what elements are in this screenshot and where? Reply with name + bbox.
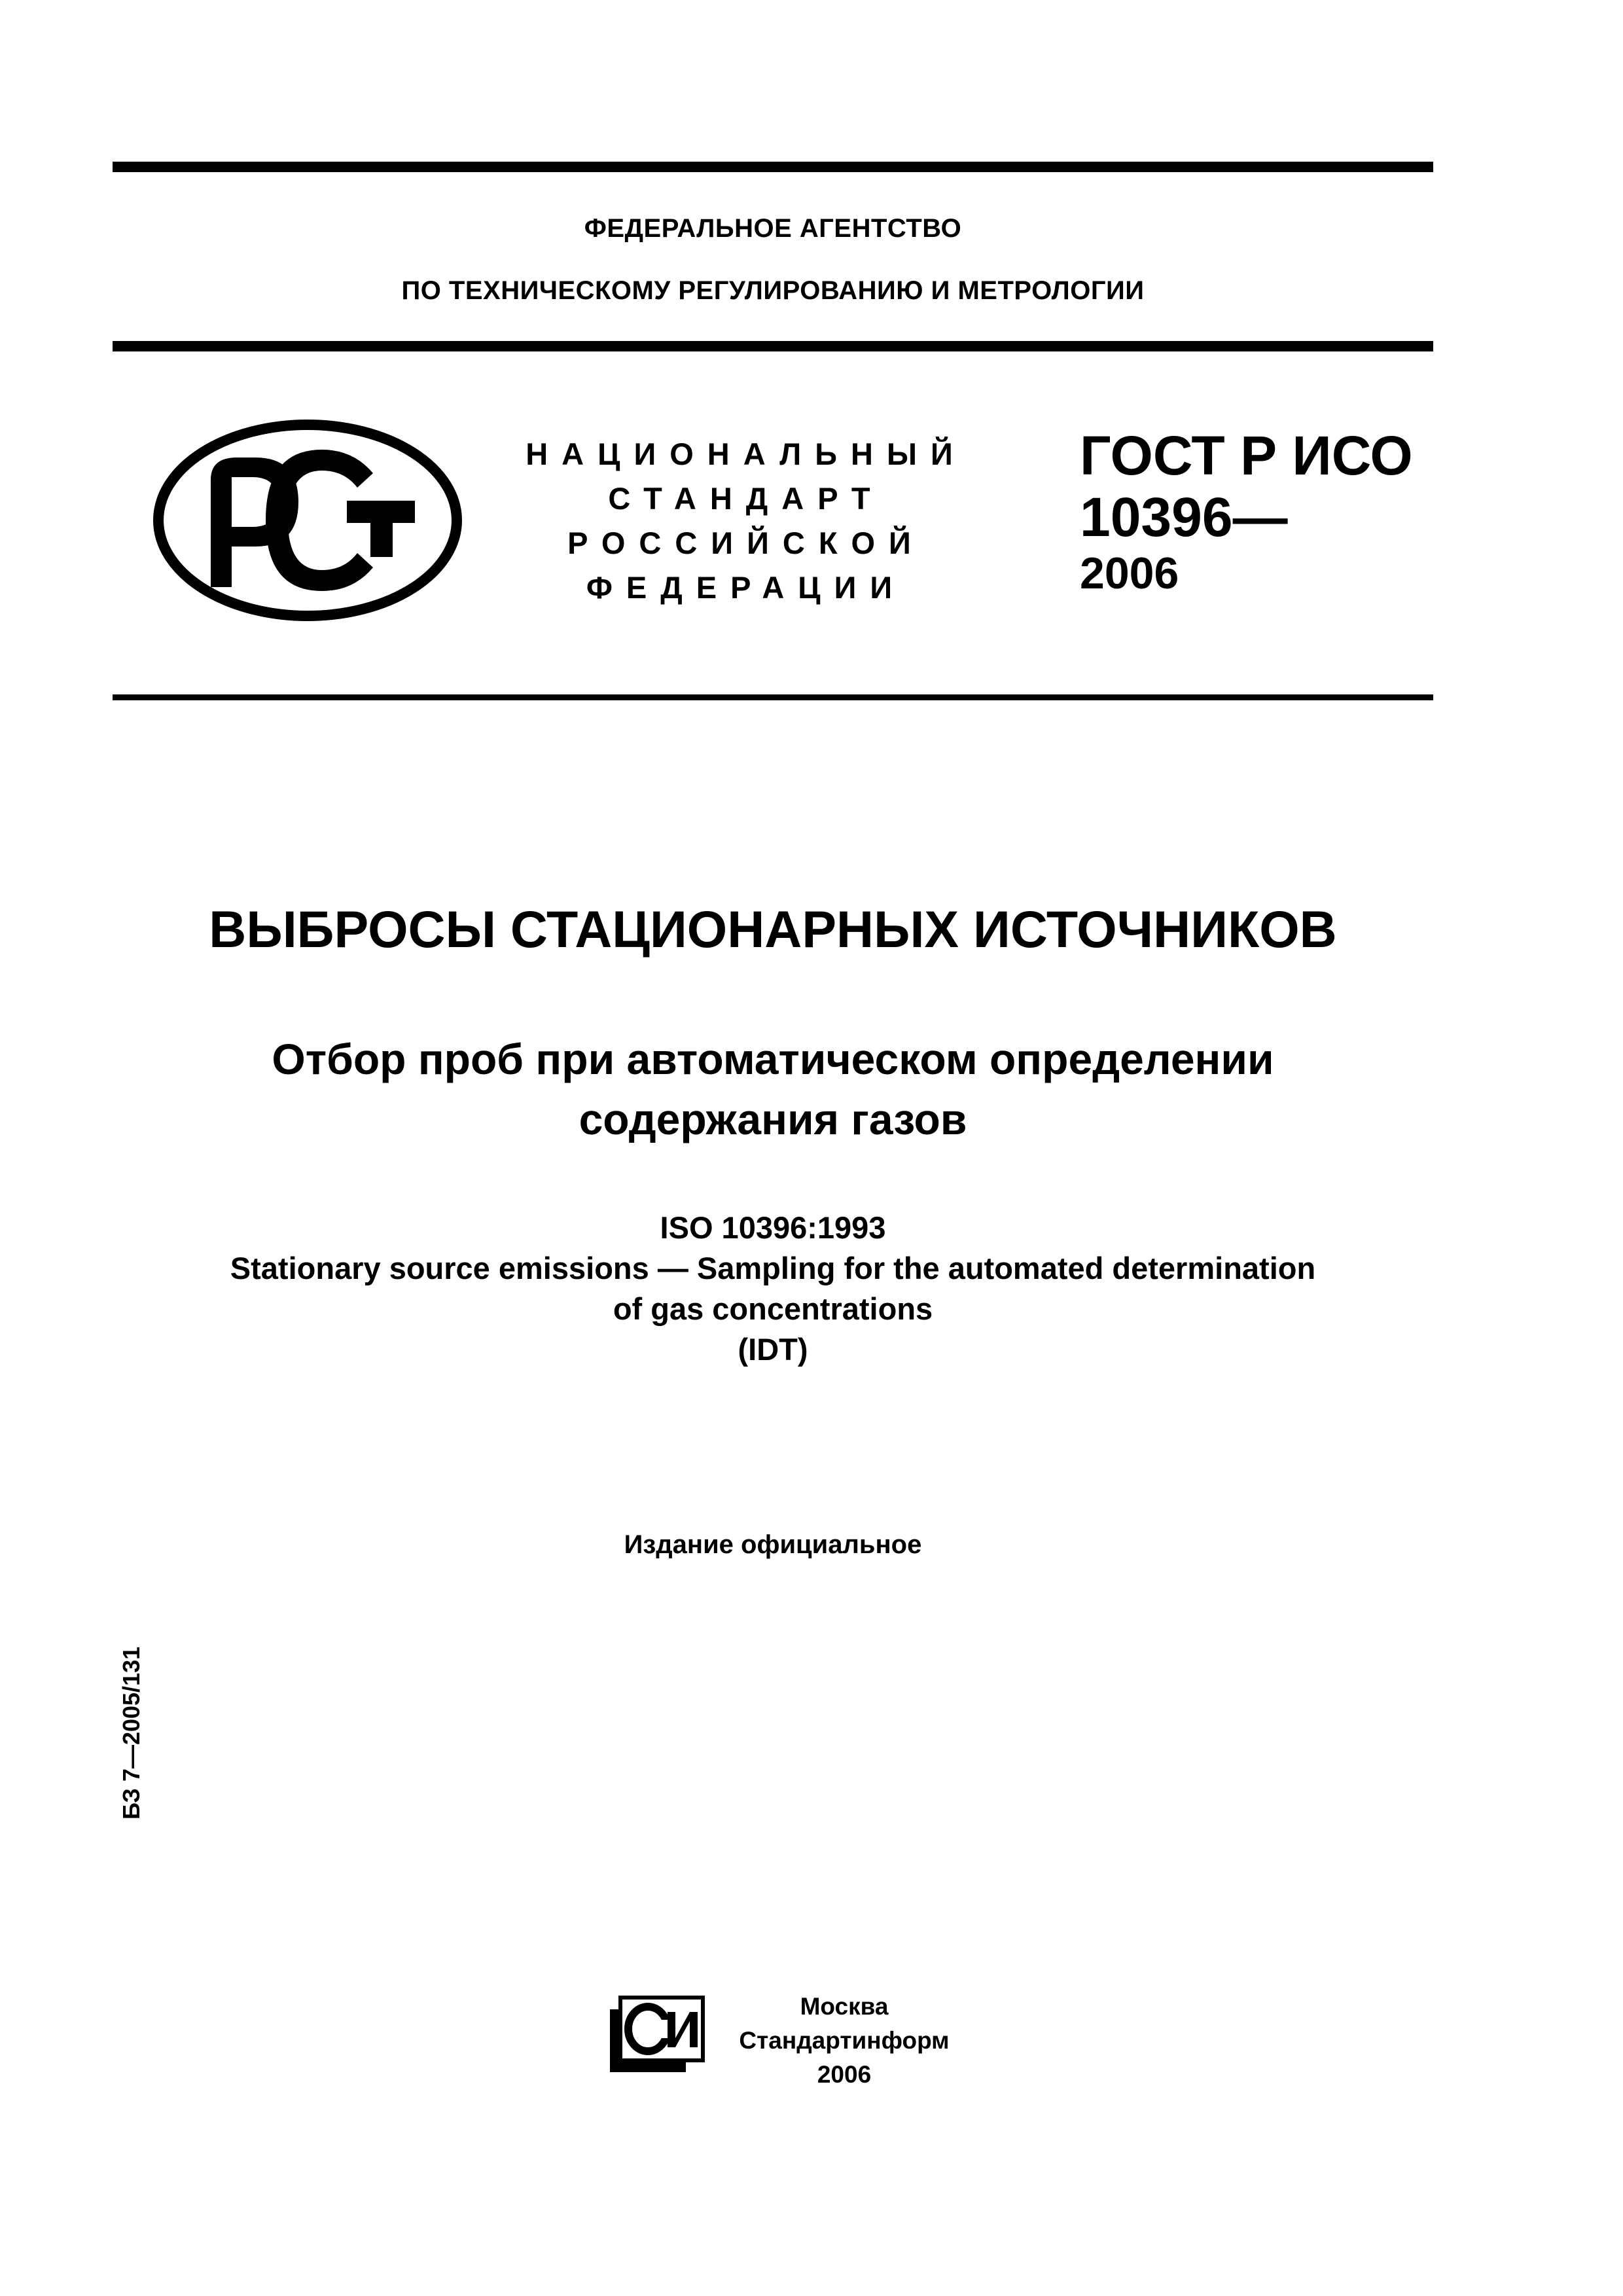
document-subtitle: [113, 1029, 1433, 1149]
publisher-city: Москва: [800, 1993, 889, 2020]
standartinform-logo-icon: [607, 1995, 705, 2075]
iso-title-line-1: Stationary source emissions — Sampling for the automated determination: [230, 1251, 1316, 1285]
national-standard-line-1: НАЦИОНАЛЬНЫЙ: [526, 437, 967, 471]
publisher-year: 2006: [817, 2061, 872, 2088]
gost-title: ГОСТ Р ИСО: [1080, 425, 1413, 486]
iso-degree: (IDT): [738, 1332, 808, 1367]
publisher-name: Стандартинформ: [739, 2027, 950, 2054]
gost-year: 2006: [1080, 548, 1179, 598]
rst-conformity-mark-icon: [151, 416, 465, 625]
national-standard-line-3: РОССИЙСКОЙ: [567, 526, 925, 560]
edition-label: Издание официальное: [624, 1530, 922, 1559]
gost-designation: [1080, 424, 1413, 600]
iso-title-line-2: of gas concentrations: [613, 1291, 933, 1326]
iso-code: ISO 10396:1993: [660, 1210, 886, 1245]
agency-line-2: ПО ТЕХНИЧЕСКОМУ РЕГУЛИРОВАНИЮ И МЕТРОЛОГИИ: [401, 276, 1145, 305]
header-bottom-rule: [113, 694, 1433, 700]
publisher-block: [720, 1990, 969, 2092]
document-title: ВЫБРОСЫ СТАЦИОНАРНЫХ ИСТОЧНИКОВ: [209, 900, 1337, 958]
agency-line-1: ФЕДЕРАЛЬНОЕ АГЕНТСТВО: [584, 214, 962, 243]
iso-reference: [113, 1208, 1433, 1370]
national-standard-line-4: ФЕДЕРАЦИИ: [586, 570, 906, 605]
national-standard-label: [517, 432, 975, 610]
side-code: БЗ 7—2005/131: [118, 1646, 145, 1820]
agency-rule: [113, 341, 1433, 351]
national-standard-line-2: СТАНДАРТ: [608, 481, 884, 516]
subtitle-line-1: Отбор проб при автоматическом определении: [272, 1035, 1274, 1083]
gost-number: 10396—: [1080, 486, 1288, 548]
top-rule: [113, 162, 1433, 172]
subtitle-line-2: содержания газов: [579, 1095, 967, 1143]
